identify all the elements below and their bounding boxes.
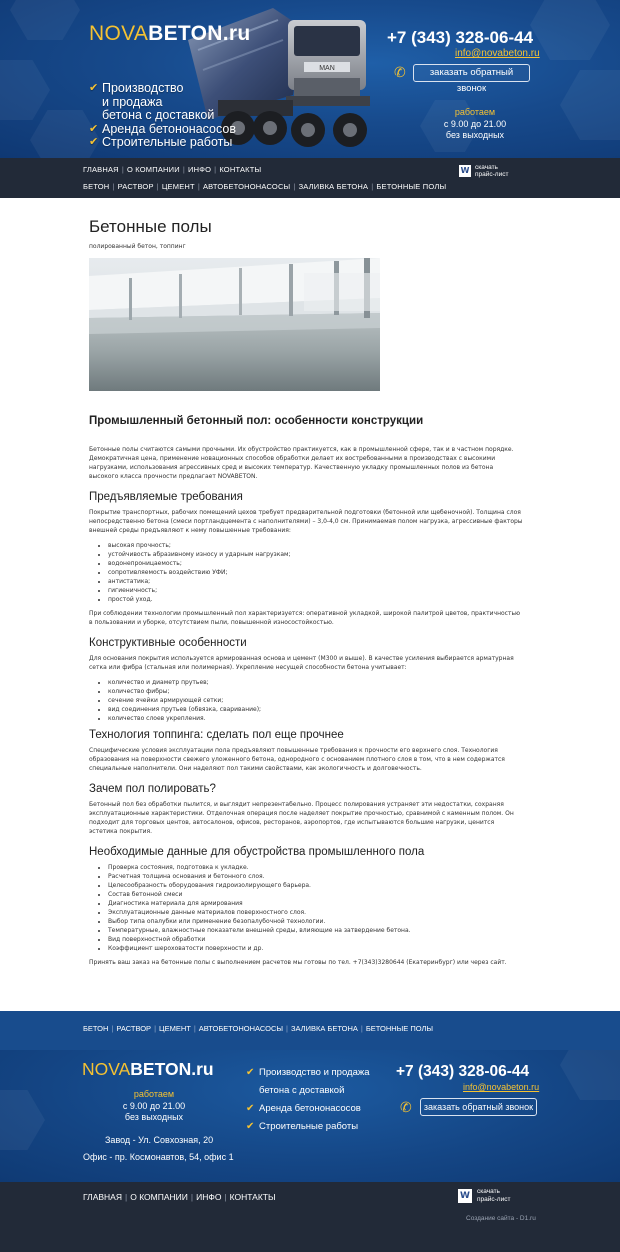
check-icon: ✔ [89, 82, 99, 94]
footer-nav-concrete-pouring[interactable]: ЗАЛИВКА БЕТОНА [290, 1024, 358, 1033]
list-item: • устойчивость абразивному износу и ударным нагрузкам; [108, 550, 524, 559]
feature-item-continuation: бетона с доставкой [102, 108, 215, 122]
feature-item-continuation: и продажа [102, 94, 163, 109]
check-icon: ✔ [246, 1121, 255, 1132]
feature-item: ✔ Строительные работы [246, 1118, 370, 1136]
word-document-icon: W [460, 166, 470, 175]
main-nav: ГЛАВНАЯ | О КОМПАНИИ | ИНФО | КОНТАКТЫ [83, 165, 262, 174]
nav-cement[interactable]: ЦЕМЕНТ [161, 182, 195, 191]
section-title-requirements: Предъявляемые требования [89, 491, 243, 503]
footer-download-pricelist-link[interactable]: W скачать прайс-лист [458, 1188, 510, 1203]
list-item: • Температурные, влажностные показатели внешней среды, влияющие на затвердение бетона. [108, 926, 524, 935]
nav-concrete[interactable]: БЕТОН [83, 182, 110, 191]
header-features-list [89, 82, 236, 150]
page-subtitle: полированный бетон, топпинг [89, 243, 186, 250]
phone-icon: ✆ [394, 65, 406, 81]
list-item: • Выбор типа опалубки или применение безопалубочной технологии. [108, 917, 524, 926]
download-pricelist-link[interactable]: W скачать прайс-лист [460, 164, 509, 178]
list-item: • количество и диаметр прутьев; [108, 678, 524, 687]
list-item: • Вид поверхностной обработки [108, 935, 524, 944]
closing-paragraph: Принять ваш заказ на бетонные полы с выполнением расчетов мы готовы по тел. +7(343)3280644 (Екатеринбург) или через сайт. [89, 959, 507, 966]
footer-address-office: Офис - пр. Космонавтов, 54, офис 1 [83, 1152, 234, 1162]
callback-button[interactable]: заказать обратный звонок [413, 64, 530, 82]
footer-logo[interactable]: NOVABETON.ru [82, 1059, 214, 1079]
nav-concrete-pumps[interactable]: АВТОБЕТОНОНАСОСЫ [202, 182, 291, 191]
footer-nav-home[interactable]: ГЛАВНАЯ [83, 1192, 122, 1202]
nav-mortar[interactable]: РАСТВОР [117, 182, 154, 191]
section-title-industrial-floor: Промышленный бетонный пол: особенности конструкции [89, 415, 424, 427]
construction-paragraph: Для основания покрытия используется армированная основа и цемент (М300 и выше). В качестве усиления выбирается арматурная сетка или фибра (стальная или полимерная). Укрепление несущей способности бетона учитывает: [89, 655, 514, 671]
feature-item: ✔ Производство [89, 81, 184, 95]
list-item: • сечение ячейки армирующей сетки; [108, 696, 524, 705]
footer-main-nav: ГЛАВНАЯ | О КОМПАНИИ | ИНФО | КОНТАКТЫ [83, 1192, 276, 1202]
footer-address-plant: Завод - Ул. Совхозная, 20 [105, 1135, 214, 1145]
header-phone[interactable]: +7 (343) 328-06-44 [387, 28, 534, 47]
list-item: • количество слоев укрепления. [108, 714, 524, 723]
nav-about[interactable]: О КОМПАНИИ [126, 165, 180, 174]
products-nav: БЕТОН | РАСТВОР | ЦЕМЕНТ | АВТОБЕТОНОНАСОСЫ | ЗАЛИВКА БЕТОНА | БЕТОННЫЕ ПОЛЫ [83, 182, 447, 191]
phone-icon: ✆ [400, 1100, 412, 1116]
list-item: • Целесообразность оборудования гидроизолирующего барьера. [108, 881, 524, 890]
warehouse-floor-photo [89, 258, 380, 391]
check-icon: ✔ [89, 136, 99, 148]
feature-item: ✔ Аренда бетононасосов [246, 1100, 370, 1118]
list-item: • Диагностика материала для армирования [108, 899, 524, 908]
footer-worktime: работаем с 9.00 до 21.00 без выходных [122, 1089, 186, 1122]
list-item: • антистатика; [108, 577, 524, 586]
main-content [89, 217, 524, 967]
main-navbar [0, 158, 620, 198]
construction-list [89, 678, 524, 723]
required-data-list [89, 863, 524, 953]
footer-nav-concrete-floors[interactable]: БЕТОННЫЕ ПОЛЫ [365, 1024, 434, 1033]
section-title-required-data: Необходимые данные для обустройства промышленного пола [89, 846, 425, 858]
list-item: • высокая прочность; [108, 541, 524, 550]
list-item: • количество фибры; [108, 687, 524, 696]
feature-item: ✔ Строительные работы [89, 135, 233, 149]
list-item: • Эксплуатационные данные материалов поверхностного слоя. [108, 908, 524, 917]
polishing-paragraph: Бетонный пол без обработки пылится, и выглядит непрезентабельно. Процесс полирования устраняет эти недостатки, сохраняя эксплуатационные характеристики. Отделочная операция после наделяет покрытие прочностью, сравнимой с каменным полом. Он подходит для торговых центов, автосалонов, офисов, ресторанов, аэропортов, где испытываются большие нагрузки, ценится эстетика покрытия. [89, 801, 514, 835]
requirements-paragraph: Покрытие транспортных, рабочих помещений цехов требует предварительной подготовки (бетонной или щебеночной). Толщина слоя непосредственно бетона (смеси портландцемента с наполнителями) – 3,0-4,0 см. Принимаемая полом нагрузка, агрессивные факторы внешней среды предъявляют к нему повышенные требования: [89, 509, 523, 534]
nav-contacts[interactable]: КОНТАКТЫ [219, 165, 262, 174]
check-icon: ✔ [246, 1067, 255, 1078]
intro-paragraph: Бетонные полы считаются самыми прочными. Их обустройство практикуется, как в промышленной сфере, так и в частном порядке. Демократичная цена, применение новационных способов обработки делает их востребованными в производствах с высокими нагрузками, использования агрессивных сред и высоких температур. Качественную укладку промышленных полов из бетона высокого класса прочности предлагает NOVABETON. [89, 446, 514, 480]
section-title-polishing: Зачем пол полировать? [89, 783, 216, 795]
footer-nav-contacts[interactable]: КОНТАКТЫ [229, 1192, 276, 1202]
svg-text:MAN: MAN [319, 65, 335, 72]
footer-nav-concrete[interactable]: БЕТОН [83, 1024, 109, 1033]
page-title: Бетонные полы [89, 217, 212, 236]
requirements-list [89, 541, 524, 604]
footer-phone[interactable]: +7 (343) 328-06-44 [396, 1063, 530, 1080]
check-icon: ✔ [89, 122, 99, 135]
footer-nav-about[interactable]: О КОМПАНИИ [130, 1192, 188, 1202]
list-item: • простой уход. [108, 595, 524, 604]
list-item: • Состав бетонной смеси [108, 890, 524, 899]
footer-email-link[interactable]: info@novabeton.ru [463, 1082, 540, 1092]
check-icon: ✔ [246, 1103, 255, 1114]
nav-concrete-pouring[interactable]: ЗАЛИВКА БЕТОНА [298, 182, 369, 191]
list-item: • сопротивляемость воздействию УФИ; [108, 568, 524, 577]
site-logo[interactable]: NOVABETON.ru [89, 22, 251, 45]
site-credits-link[interactable]: Создание сайта - D1.ru [466, 1215, 536, 1222]
list-item: • Коэффициент шероховатости поверхности и др. [108, 944, 524, 953]
footer-callback-button[interactable]: заказать обратный звонок [420, 1098, 537, 1116]
list-item: • Расчетная толщина основания и бетонного слоя. [108, 872, 524, 881]
footer-features-list [246, 1064, 370, 1136]
footer-nav-cement[interactable]: ЦЕМЕНТ [159, 1024, 191, 1033]
list-item: • гигиеничность; [108, 586, 524, 595]
nav-info[interactable]: ИНФО [188, 165, 212, 174]
list-item: • вид соединения прутьев (обвязка, сваривание); [108, 705, 524, 714]
nav-concrete-floors[interactable]: БЕТОННЫЕ ПОЛЫ [376, 182, 447, 191]
site-header [0, 0, 620, 158]
feature-item: ✔ Аренда бетононасосов [89, 121, 236, 136]
list-item: • водонепроницаемость; [108, 559, 524, 568]
feature-item: ✔ Производство и продажа [246, 1064, 370, 1082]
requirements-after-paragraph: При соблюдении технологии промышленный пол характеризуется: оперативной укладкой, широкой палитрой цветов, практичностью в пользовании и уборке, отсутствием пыли, повышенной износостойкостью. [89, 610, 521, 626]
footer-nav-info[interactable]: ИНФО [196, 1192, 222, 1202]
word-document-icon: W [458, 1189, 472, 1203]
feature-item-continuation: бетона с доставкой [259, 1085, 345, 1096]
nav-home[interactable]: ГЛАВНАЯ [83, 165, 119, 174]
section-title-construction: Конструктивные особенности [89, 637, 247, 649]
list-item: • Проверка состояния, подготовка к укладке. [108, 863, 524, 872]
footer-products-nav: БЕТОН | РАСТВОР | ЦЕМЕНТ | АВТОБЕТОНОНАСОСЫ | ЗАЛИВКА БЕТОНА | БЕТОННЫЕ ПОЛЫ [83, 1024, 434, 1033]
section-title-topping: Технология топпинга: сделать пол еще прочнее [89, 729, 344, 741]
footer-nav-concrete-pumps[interactable]: АВТОБЕТОНОНАСОСЫ [198, 1024, 284, 1033]
header-worktime: работаем с 9.00 до 21.00 без выходных [443, 107, 507, 140]
topping-paragraph: Специфические условия эксплуатации пола предъявляют повышенные требования к прочности его верхнего слоя. Технология образования на поверхности свежего уложенного бетона, однородного с основанием плотного слоя в том, что в нем содержатся специальные наполнители. Они наделяют пол такими свойствами, как экологичность и долговечность. [89, 747, 505, 772]
header-email-link[interactable]: info@novabeton.ru [455, 48, 540, 59]
footer-nav-mortar[interactable]: РАСТВОР [116, 1024, 152, 1033]
